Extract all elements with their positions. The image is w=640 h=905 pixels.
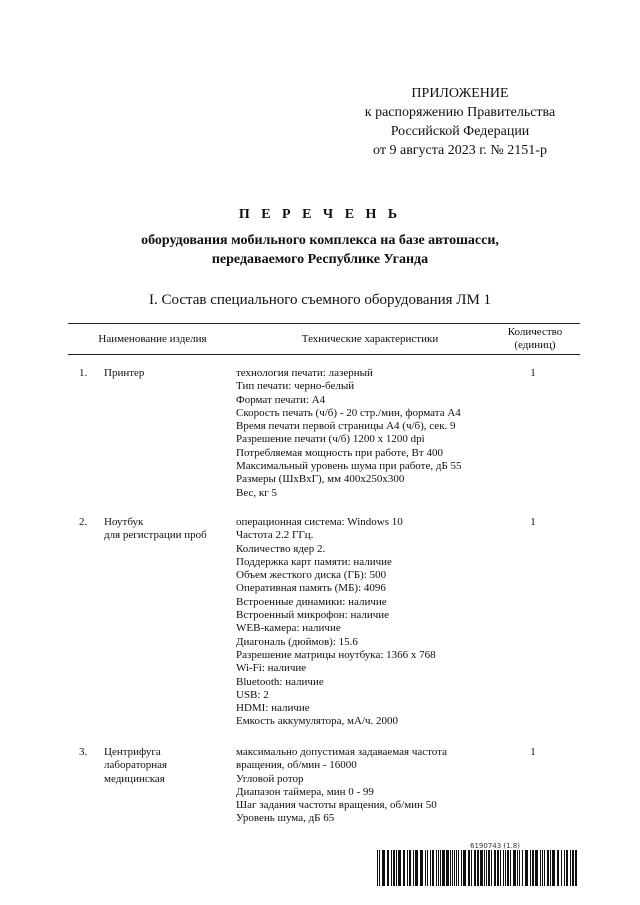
row-specs xyxy=(236,367,496,500)
spec-line: Оперативная память (МБ): 4096 xyxy=(236,582,386,595)
row-quantity: 1 xyxy=(530,516,536,528)
spec-line: Встроенный микрофон: наличие xyxy=(236,609,390,622)
spec-line: WEB-камера: наличие xyxy=(236,622,341,635)
document-title: П Е Р Е Ч Е Н Ь xyxy=(238,207,402,222)
spec-line: Объем жесткого диска (ГБ): 500 xyxy=(236,569,387,582)
spec-line: максимально допустимая задаваемая частота xyxy=(236,746,447,758)
barcode-image xyxy=(377,850,577,886)
spec-line: Количество ядер 2. xyxy=(236,542,326,555)
row-name-line: Центрифуга xyxy=(104,746,161,758)
row-name-line: медицинская xyxy=(104,772,165,785)
subtitle-line: передаваемого Республике Уганда xyxy=(211,252,429,267)
spec-line: Вес, кг 5 xyxy=(236,486,277,499)
row-name xyxy=(104,516,229,543)
row-specs xyxy=(236,746,496,826)
row-name-line: Ноутбук xyxy=(104,516,144,528)
spec-line: Формат печати: А4 xyxy=(236,393,326,406)
row-number: 2. xyxy=(79,516,88,528)
appendix-line: к распоряжению Правительства xyxy=(364,105,556,120)
row-number: 3. xyxy=(79,746,88,758)
subtitle-line: оборудования мобильного комплекса на базе автошасси, xyxy=(141,233,499,248)
row-specs xyxy=(236,516,496,729)
table-header-rule xyxy=(68,354,580,355)
header-quantity xyxy=(490,326,580,352)
spec-line: технология печати: лазерный xyxy=(236,367,373,379)
appendix-line: от 9 августа 2023 г. № 2151-р xyxy=(373,143,547,158)
row-name-line: для регистрации проб xyxy=(104,529,207,542)
appendix-line: ПРИЛОЖЕНИЕ xyxy=(411,86,509,101)
spec-line: Тип печати: черно-белый xyxy=(236,380,355,393)
spec-line: операционная система: Windows 10 xyxy=(236,516,403,528)
spec-line: Wi-Fi: наличие xyxy=(236,662,307,675)
spec-line: Время печати первой страницы А4 (ч/б), сек. 9 xyxy=(236,420,456,433)
spec-line: Встроенные динамики: наличие xyxy=(236,595,387,608)
spec-line: Скорость печать (ч/б) - 20 стр./мин, формата А4 xyxy=(236,406,461,419)
spec-line: Частота 2.2 ГГц. xyxy=(236,529,314,542)
appendix-line: Российской Федерации xyxy=(390,124,530,139)
spec-line: Разрешение печати (ч/б) 1200 х 1200 dpi xyxy=(236,433,425,446)
spec-line: Bluetooth: наличие xyxy=(236,675,324,688)
document-subtitle xyxy=(0,231,640,269)
header-quantity-line: Количество xyxy=(507,326,563,338)
row-name-line: лабораторная xyxy=(104,759,168,772)
spec-line: USB: 2 xyxy=(236,688,269,701)
spec-line: Разрешение матрицы ноутбука: 1366 x 768 xyxy=(236,648,436,661)
header-quantity-line: (единиц) xyxy=(514,339,556,351)
row-name-line: Принтер xyxy=(104,367,145,379)
table-top-rule xyxy=(68,323,580,324)
spec-line: Поддержка карт памяти: наличие xyxy=(236,555,392,568)
row-name xyxy=(104,746,229,786)
spec-line: HDMI: наличие xyxy=(236,702,310,715)
spec-line: Максимальный уровень шума при работе, дБ 55 xyxy=(236,460,462,473)
spec-line: Потребляемая мощность при работе, Вт 400 xyxy=(236,446,443,459)
header-name: Наименование изделия xyxy=(98,333,207,345)
spec-line: Угловой ротор xyxy=(236,772,304,785)
spec-line: Уровень шума, дБ 65 xyxy=(236,812,335,825)
row-quantity: 1 xyxy=(530,367,536,379)
appendix-block xyxy=(330,84,590,160)
spec-line: Размеры (ШхВхГ), мм 400х250х300 xyxy=(236,473,405,486)
header-specs: Технические характеристики xyxy=(301,333,439,345)
barcode-number: 6190743 (1.8) xyxy=(470,842,520,850)
row-name xyxy=(104,367,229,380)
spec-line: Шаг задания частоты вращения, об/мин 50 xyxy=(236,799,437,812)
spec-line: Диагональ (дюймов): 15.6 xyxy=(236,635,358,648)
spec-line: Диапазон таймера, мин 0 - 99 xyxy=(236,785,374,798)
section-title: I. Состав специального съемного оборудования ЛМ 1 xyxy=(148,292,492,308)
spec-line: Емкость аккумулятора, мА/ч. 2000 xyxy=(236,715,399,728)
row-quantity: 1 xyxy=(530,746,536,758)
row-number: 1. xyxy=(79,367,88,379)
spec-line: вращения, об/мин - 16000 xyxy=(236,759,357,772)
